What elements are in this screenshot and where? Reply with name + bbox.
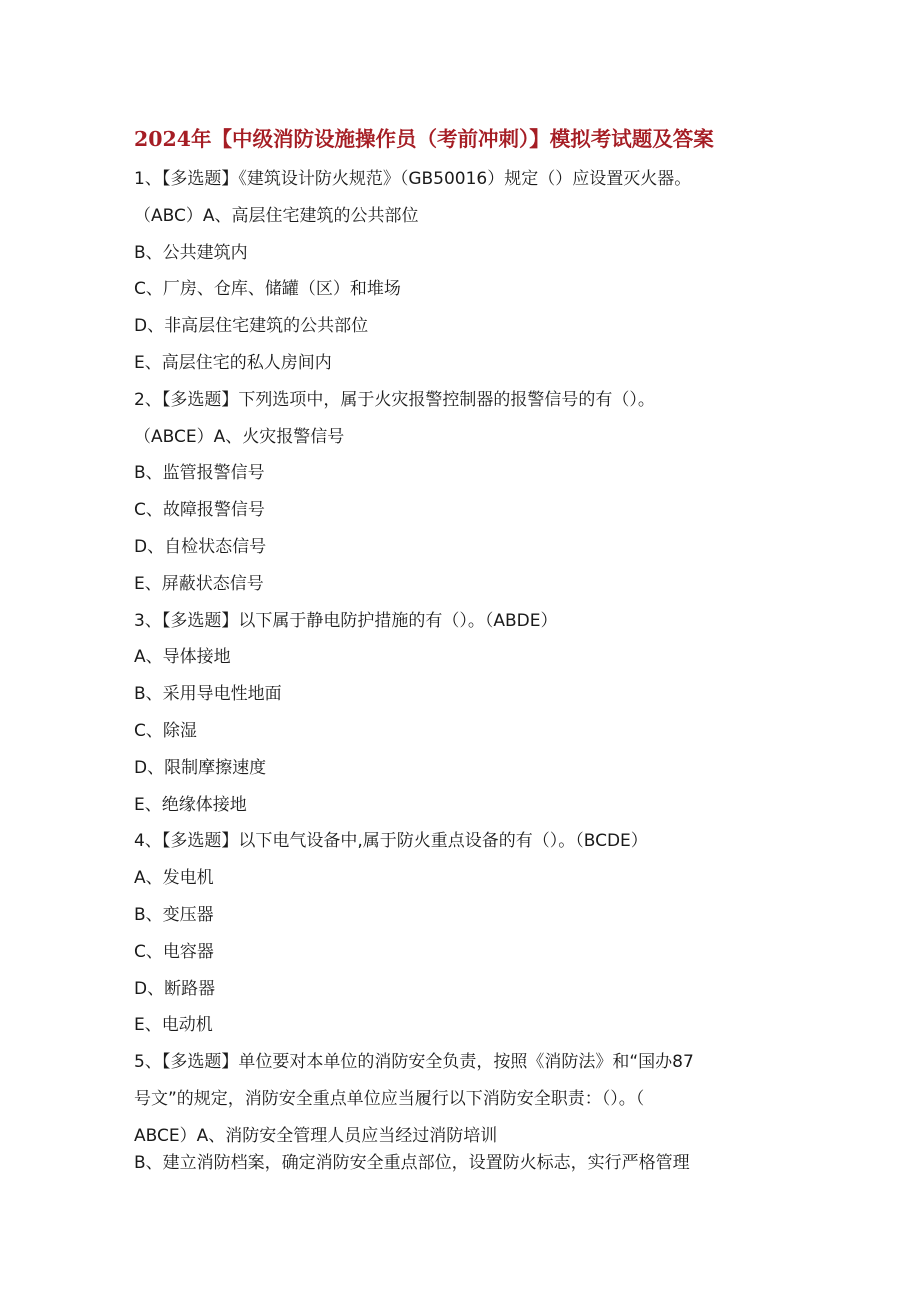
question-1-option-d: D、非高层住宅建筑的公共部位 (134, 316, 369, 337)
question-4-option-a: A、发电机 (134, 868, 214, 889)
question-1-option-c: C、厂房、仓库、储罐（区）和堆场 (134, 279, 401, 300)
question-5-answer-option-a: ABCE）A、消防安全管理人员应当经过消防培训 (134, 1125, 498, 1146)
question-3-option-b: B、采用导电性地面 (134, 684, 282, 705)
question-2-option-c: C、故障报警信号 (134, 500, 265, 521)
question-1-stem: 1、【多选题】《建筑设计防火规范》（GB50016）规定（）应设置灭火器。 (134, 169, 692, 189)
question-3-option-c: C、除湿 (134, 720, 197, 741)
question-5-stem-line-2: 号文”的规定，消防安全重点单位应当履行以下消防安全职责：（）。（ (134, 1088, 645, 1109)
question-2-answer-option-a: （ABCE）A、火灾报警信号 (134, 426, 345, 447)
document-title: 2024年【中级消防设施操作员（考前冲刺）】模拟考试题及答案 (134, 127, 714, 151)
question-4-option-c: C、电容器 (134, 941, 214, 962)
question-3-option-a: A、导体接地 (134, 647, 231, 668)
question-2-stem: 2、【多选题】下列选项中，属于火灾报警控制器的报警信号的有（）。 (134, 389, 655, 410)
question-1-option-e: E、高层住宅的私人房间内 (134, 352, 332, 373)
question-1-answer-option-a: （ABC）A、高层住宅建筑的公共部位 (134, 205, 419, 226)
question-4-stem: 4、【多选题】以下电气设备中,属于防火重点设备的有（）。（BCDE） (134, 831, 648, 852)
question-5-stem-line-1: 5、【多选题】单位要对本单位的消防安全负责，按照《消防法》和“国办87 (134, 1052, 694, 1073)
question-4-option-b: B、变压器 (134, 904, 214, 925)
question-2-option-e: E、屏蔽状态信号 (134, 573, 264, 594)
question-2-option-d: D、自检状态信号 (134, 536, 267, 557)
question-2-option-b: B、监管报警信号 (134, 463, 265, 484)
question-3-stem: 3、【多选题】以下属于静电防护措施的有（）。（ABDE） (134, 610, 558, 631)
question-3-option-e: E、绝缘体接地 (134, 794, 247, 815)
question-5-option-b: B、建立消防档案，确定消防安全重点部位，设置防火标志，实行严格管理 (134, 1152, 690, 1173)
question-list (134, 168, 784, 1189)
question-4-option-d: D、断路器 (134, 978, 216, 999)
question-4-option-e: E、电动机 (134, 1015, 213, 1036)
question-1-option-b: B、公共建筑内 (134, 242, 248, 263)
question-3-option-d: D、限制摩擦速度 (134, 757, 267, 778)
